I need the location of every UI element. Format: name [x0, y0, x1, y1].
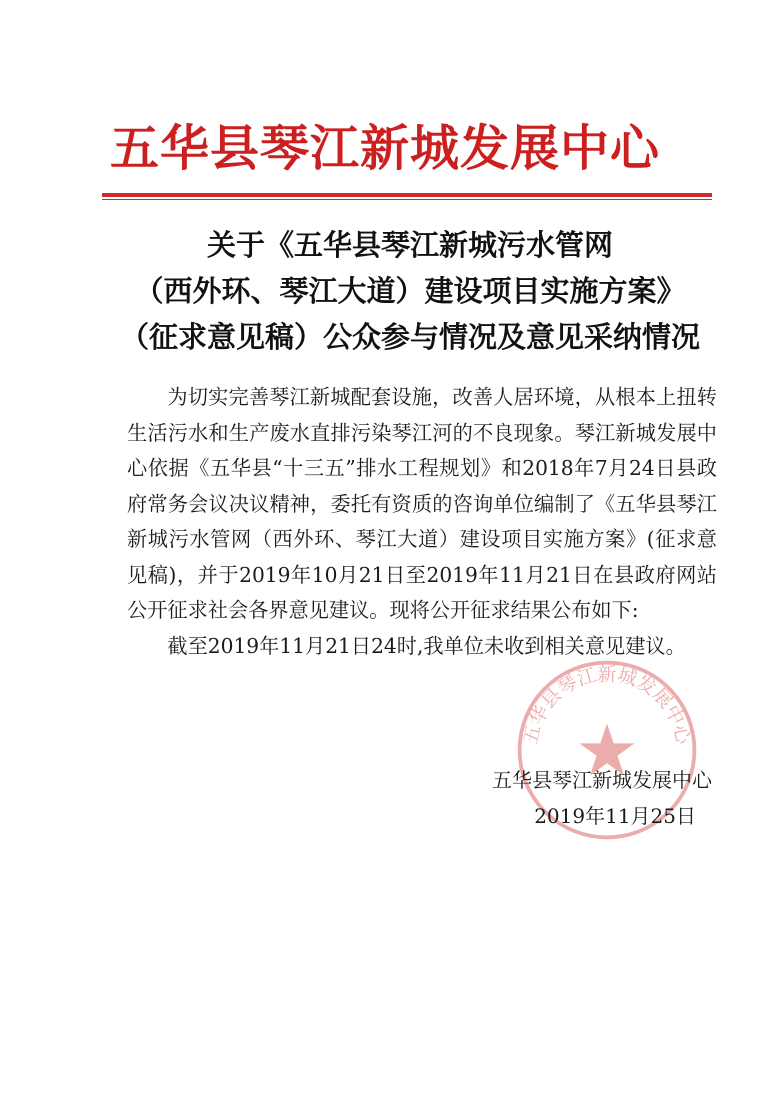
title-line-3: （征求意见稿）公众参与情况及意见采纳情况	[119, 320, 700, 354]
letterhead-title: 五华县琴江新城发展中心	[109, 119, 660, 177]
document-body	[127, 380, 717, 664]
seal-text: 五华县琴江新城发展中心	[519, 663, 695, 747]
letterhead-rule	[102, 193, 712, 197]
signature-org: 五华县琴江新城发展中心	[492, 768, 712, 792]
letterhead-rule-thin	[102, 199, 712, 200]
title-line-1: 关于《五华县琴江新城污水管网	[206, 228, 613, 262]
body-paragraph-2: 截至2019年11月21日24时,我单位未收到相关意见建议。	[167, 633, 686, 658]
document-title	[90, 222, 730, 360]
signature-block	[492, 762, 712, 834]
title-line-2: （西外环、琴江大道）建设项目实施方案》	[134, 274, 686, 308]
signature-date: 2019年11月25日	[534, 804, 696, 828]
body-paragraph-1: 为切实完善琴江新城配套设施，改善人居环境，从根本上扭转生活污水和生产废水直排污染琴江河的不良现象。琴江新城发展中心依据《五华县“十三五”排水工程规划》和2018年7月24日县政府常务会议决议精神，委托有资质的咨询单位编制了《五华县琴江新城污水管网（西外环、琴江大道）建设项目实施方案》(征求意见稿)，并于2019年10月21日至2019年11月21日在县政府网站公开征求社会各界意见建议。现将公开征求结果公布如下:	[127, 385, 717, 622]
